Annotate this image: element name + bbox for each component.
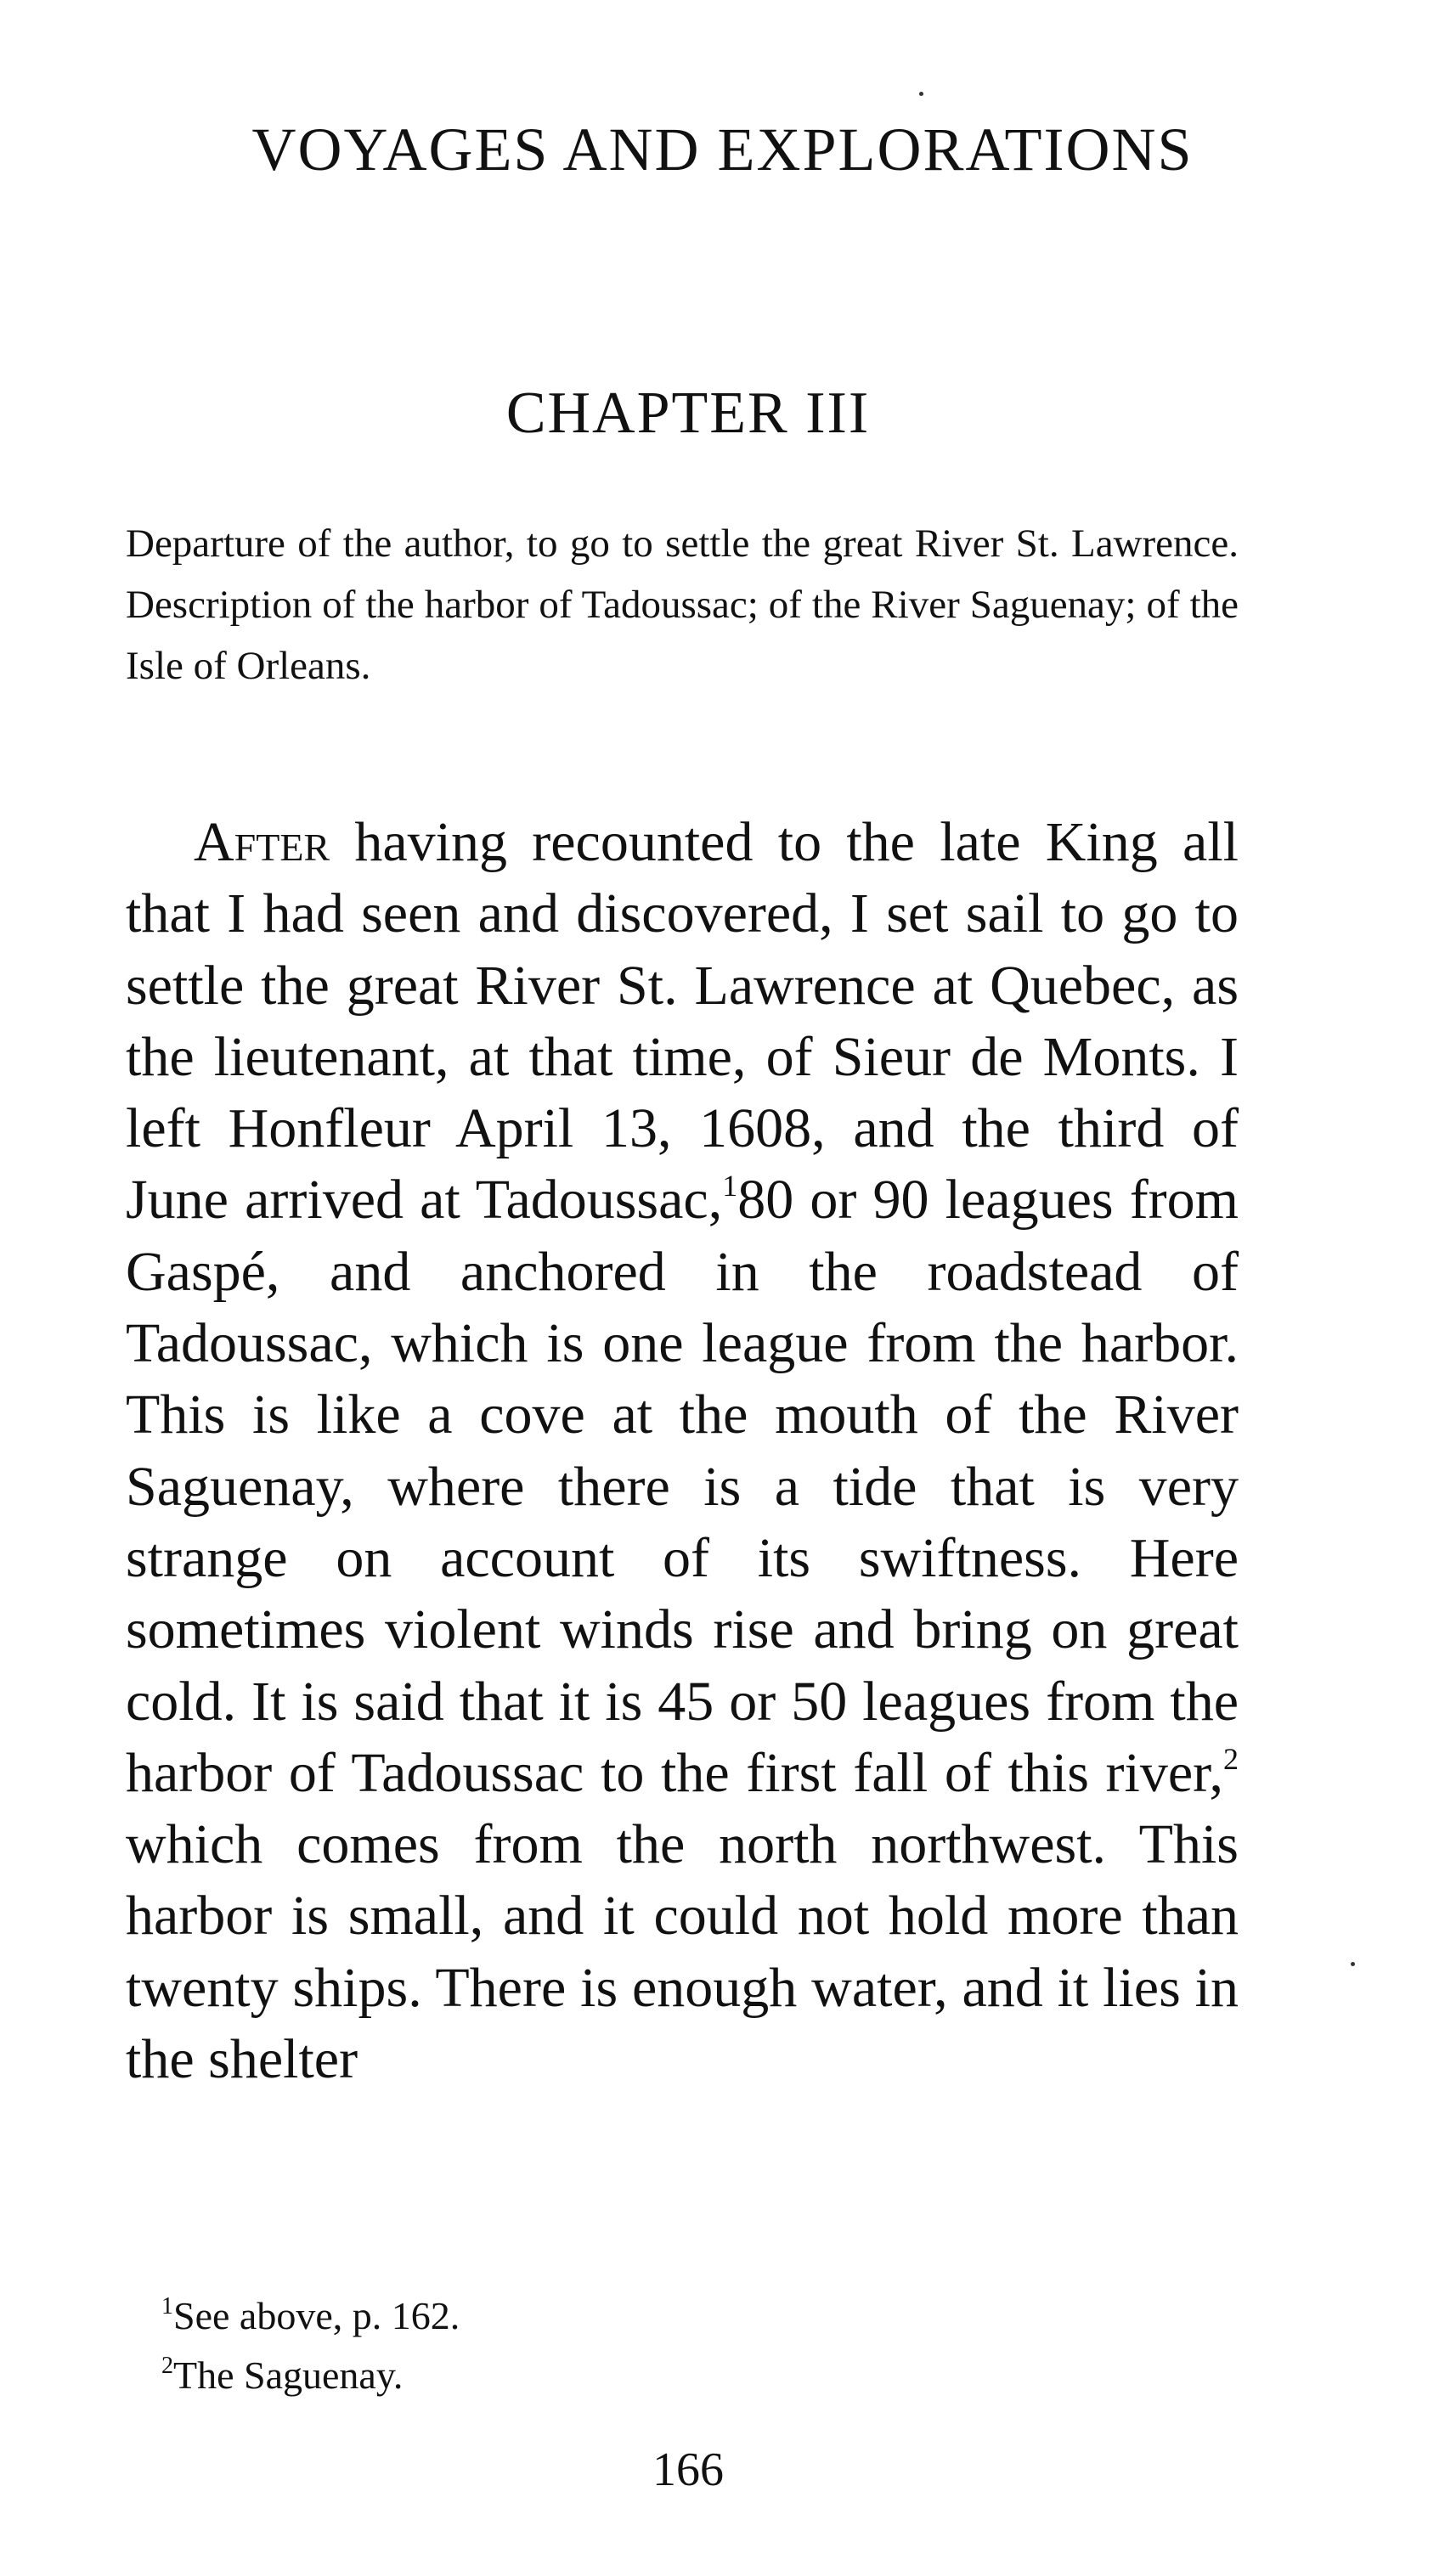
footnote-text: The Saguenay.: [173, 2353, 404, 2397]
body-paragraph: [126, 807, 1239, 2095]
footnote-2: [161, 2346, 1181, 2405]
body-text-segment-1: having recounted to the late King all that I had seen and discovered, I set sail to go to settle the great River St. Lawrence at Quebec, as the lieutenant, at that time, of Sieur de Monts. I left Honfleur April 13, 1608, and the third of June arrived at Tadoussac,: [126, 811, 1239, 1232]
footnote-1: [161, 2286, 1181, 2346]
body-text-segment-3: which comes from the north northwest. This harbor is small, and it could not hold more than twenty ships. There is enough water, and it lies in the shelter: [126, 1813, 1239, 2091]
footnote-text: See above, p. 162.: [173, 2294, 460, 2337]
page-number: 166: [652, 2444, 724, 2496]
footnote-mark: 1: [161, 2293, 173, 2320]
scan-speck: [1351, 1962, 1355, 1966]
footnote-ref-1: 1: [722, 1169, 738, 1203]
footnote-mark: 2: [161, 2353, 173, 2379]
body-text-segment-2: 80 or 90 leagues from Gaspé, and anchored in the roadstead of Tadoussac, which is one league from the harbor. This is like a cove at the mouth of the River Saguenay, where there is a tide that is very strange on account of its swiftness. Here sometimes violent winds rise and bring on great cold. It is said that it is 45 or 50 leagues from the harbor of Tadoussac to the first fall of this river,: [126, 1169, 1239, 1804]
running-head: VOYAGES AND EXPLORATIONS: [251, 116, 1194, 183]
chapter-title: CHAPTER III: [505, 380, 871, 446]
lead-word: After: [194, 811, 330, 873]
footnote-ref-2: 2: [1223, 1741, 1239, 1776]
scan-speck: [919, 92, 923, 96]
footnotes: [161, 2286, 1181, 2405]
chapter-summary: Departure of the author, to go to settle the great River St. Lawrence. Description of the harbor of Tadoussac; of the River Saguenay; of the Isle of Orleans.: [126, 521, 1239, 688]
